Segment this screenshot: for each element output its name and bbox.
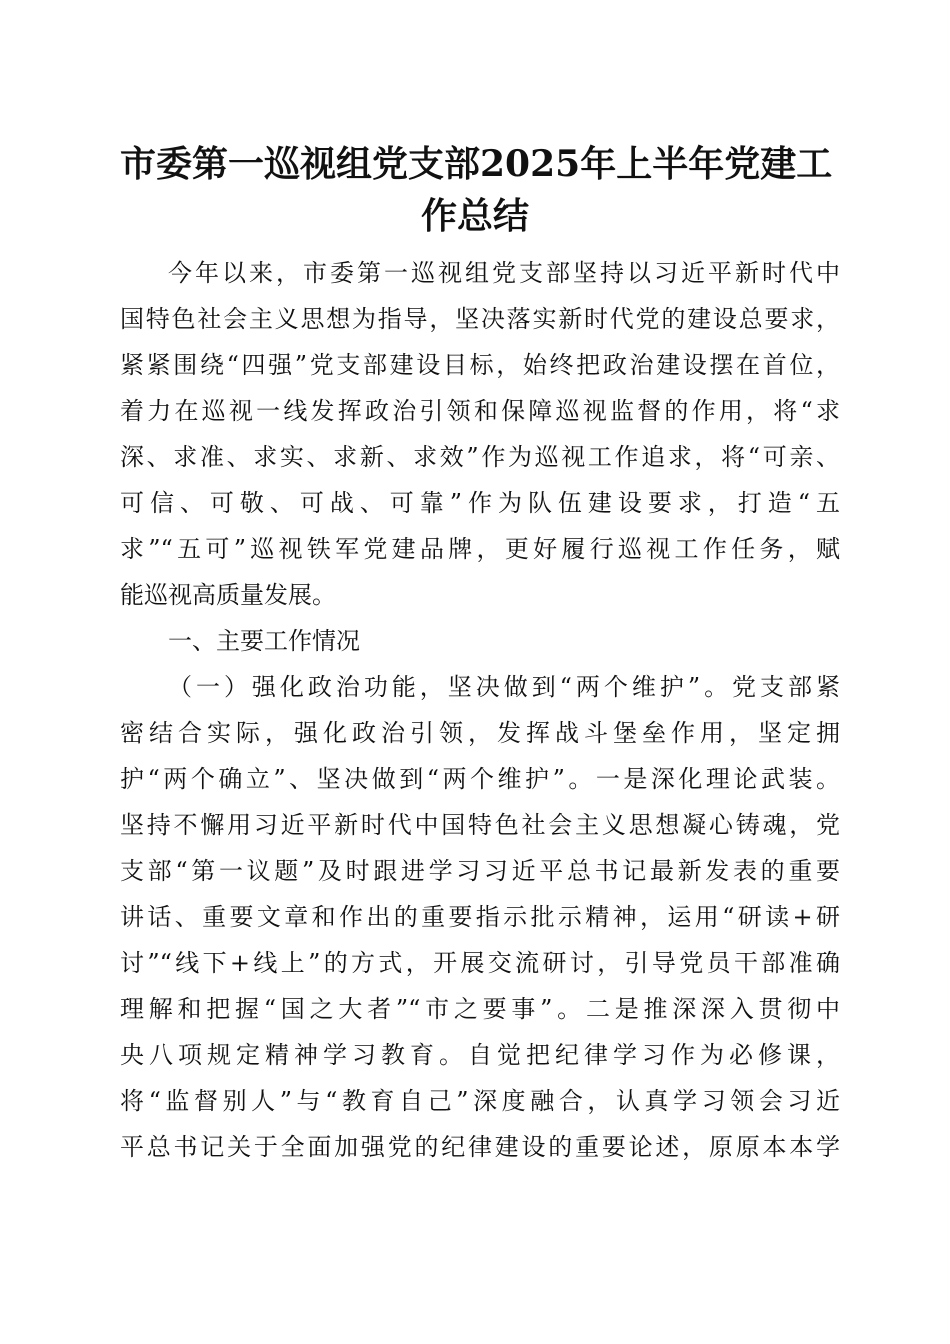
paragraph-line: 密结合实际，强化政治引领，发挥战斗堡垒作用，坚定拥: [120, 719, 840, 747]
paragraph-line: 支部“第一议题”及时跟进学习习近平总书记最新发表的重要: [120, 857, 840, 885]
paragraph-line: （一）强化政治功能，坚决做到“两个维护”。党支部紧: [168, 673, 840, 701]
paragraph-line: 国特色社会主义思想为指导，坚决落实新时代党的建设总要求，: [120, 305, 840, 333]
paragraph-line: 紧紧围绕“四强”党支部建设目标，始终把政治建设摆在首位，: [120, 351, 840, 379]
paragraph-line: 可信、可敬、可战、可靠”作为队伍建设要求，打造“五: [120, 489, 840, 517]
section1-paragraph: [120, 664, 840, 1170]
paragraph-line: 理解和把握“国之大者”“市之要事”。二是推深深入贯彻中: [120, 995, 840, 1023]
document-body: [120, 250, 840, 1170]
paragraph-line: 今年以来，市委第一巡视组党支部坚持以习近平新时代中: [168, 259, 840, 287]
paragraph-line: 能巡视高质量发展。: [120, 581, 336, 609]
title-line-1: 市委第一巡视组党支部2025年上半年党建工: [120, 143, 833, 185]
paragraph-line: 求”“五可”巡视铁军党建品牌，更好履行巡视工作任务，赋: [120, 535, 840, 563]
paragraph-line: 坚持不懈用习近平新时代中国特色社会主义思想凝心铸魂，党: [120, 811, 840, 839]
paragraph-line: 央八项规定精神学习教育。自觉把纪律学习作为必修课，: [120, 1041, 840, 1069]
section-heading: 一、主要工作情况: [168, 627, 360, 655]
paragraph-line: 平总书记关于全面加强党的纪律建设的重要论述，原原本本学: [120, 1133, 840, 1161]
intro-paragraph: [120, 250, 840, 618]
paragraph-line: 将“监督别人”与“教育自己”深度融合，认真学习领会习近: [120, 1087, 840, 1115]
paragraph-line: 讲话、重要文章和作出的重要指示批示精神，运用“研读+研: [120, 903, 840, 931]
paragraph-line: 深、求准、求实、求新、求效”作为巡视工作追求，将“可亲、: [120, 443, 840, 471]
paragraph-line: 护“两个确立”、坚决做到“两个维护”。一是深化理论武装。: [120, 765, 840, 793]
document-title: [120, 138, 833, 242]
title-line-2: 作总结: [420, 195, 529, 237]
paragraph-line: 着力在巡视一线发挥政治引领和保障巡视监督的作用，将“求: [120, 397, 840, 425]
paragraph-line: 讨”“线下+线上”的方式，开展交流研讨，引导党员干部准确: [120, 949, 840, 977]
